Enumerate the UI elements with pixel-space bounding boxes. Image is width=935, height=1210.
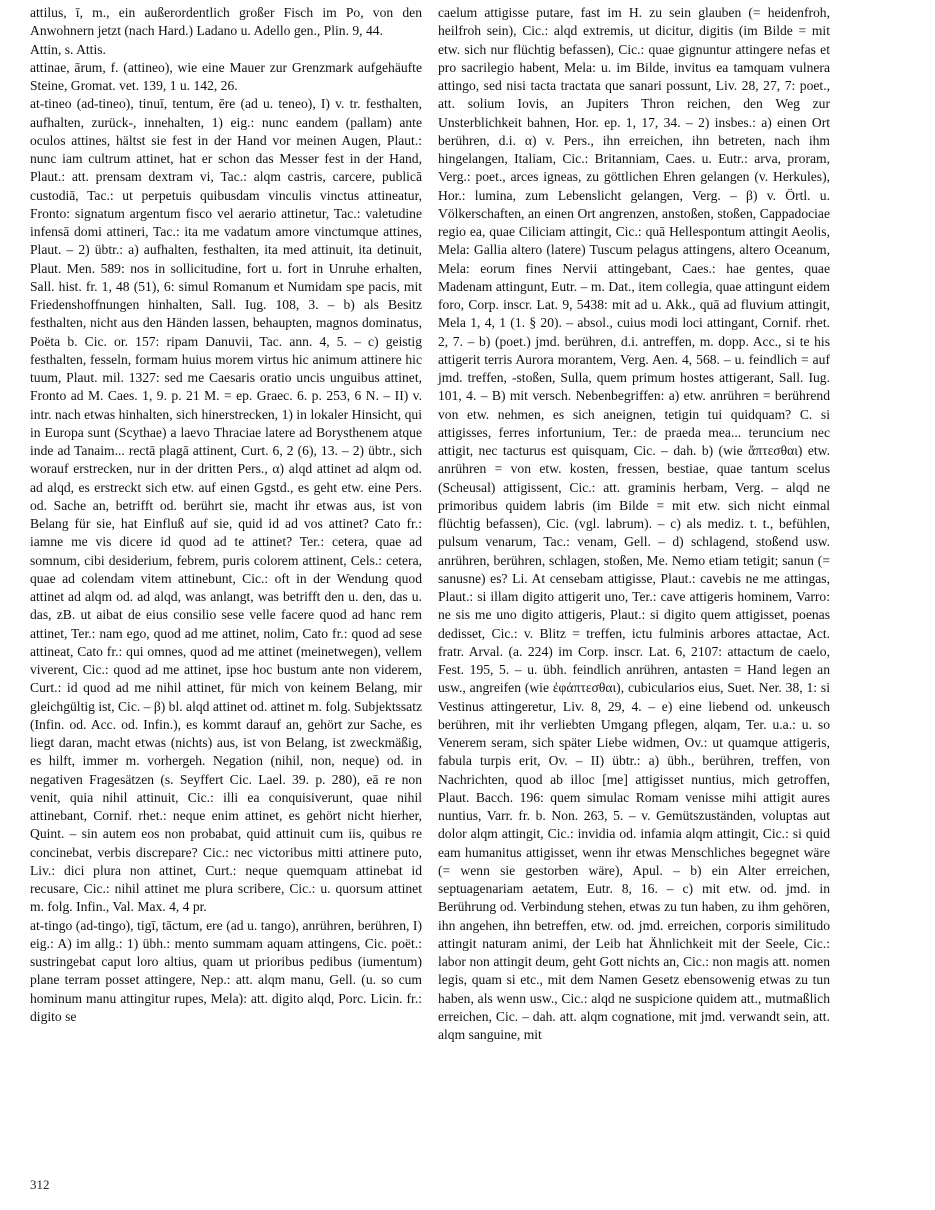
entry-at-tingo: at-tingo (ad-tingo), tigī, tāctum, ere (ad u. tango), anrühren, berühren, I) eig.: A) im allg.: 1) übh.: mento summam aquam attingens, Cic. poët.: sustringebat caput loro altius, quam ut prioribus pedibus (iumentum) plane terram posset attingere, Nep.: att. alqm manu, Gell. (u. so cum hominum manu attingitur rupes, Mela): att. digito alqd, Porc. Licin. fr.: digito se <box>30 917 422 1024</box>
entry-at-tingo-continued: caelum attigisse putare, fast im H. zu sein glauben (= heidenfroh, heilfroh sein), Cic.: alqd extremis, ut dicitur, digitis (im Bilde = mit etw. sich nur flüchtig befassen), Cic.: quae gignuntur attingere nefas et pro sacrilegio habent, Mela: u. im Bilde, invitus ea tamquam vulnera attingo, sed nisi tacta tractata que sanari possunt, Liv. 28, 27, 7: poet., att. solium Iovis, an Jupiters Thron reichen, den Weg zur Unsterblichkeit bahnen, Hor. ep. 1, 17, 34. – 2) insbes.: a) einen Ort berühren, d.i. α) v. Pers., ihn erreichen, ihn betreten, nach ihm hingelangen, Italiam, Cic.: Britanniam, Caes. u. Eutr.: arva, proram, Verg.: poet., arces igneas, zu göttlichen Ehren gelangen (v. Herkules), Hor.: lumina, zum Lebenslicht gelangen, Verg. – β) v. Örtl. u. Völkerschaften, an einen Ort angrenzen, anstoßen, stoßen, Cappadociae regio ea, quae Ciliciam attingit, Cic.: quā Hellespontum attingit Aeolis, Mela: Gallia altero (latere) Tuscum pelagus attingens, altero Oceanum, Mela: eorum fines Nervii attingebant, Caes.: hae gentes, quae Madenam attingunt, Eutr. – m. Dat., item collegia, quae attingunt eidem foro, Corp. inscr. Lat. 9, 5438: mit ad u. Akk., quā ad fluvium attingit, Mela 1, 4, 1 (1. § 20). – absol., cuius modi loci attingant, Cornif. rhet. 2, 7. – b) (poet.) jmd. berühren, d.i. antreffen, m. dopp. Acc., si te his attigerit terris Aurora morantem, Verg. Aen. 4, 568. – u. feindlich = auf jmd. treffen, -stoßen, Sulla, quem primum hostes attigerant, Sall. Iug. 101, 4. – B) mit versch. Nebenbegriffen: a) etw. anrühren = berührend von etw. nehmen, es sich aneignen, tetigin tui quidquam? C. si attigisses, ferres infortunium, Ter.: de praeda mea... teruncium nec attigit, nec tacturus est quisquam, Cic. – dah. b) (wie ἅπτεσθαι) etw. anrühren = von etw. kosten, fressen, bestiae, quae tantum scelus (Scheusal) attigissent, Cic.: att. graminis herbam, Verg. – alqd ne primoribus quidem labris (im Bilde = mit etw. sich nicht einmal flüchtig befassen), Cic. (vgl. labrum). – c) als mediz. t. t., befühlen, pulsum venarum, Tac.: venam, Gell. – d) schlagend, stoßend usw. anrühren, berühren, schlagen, stoßen, Me. Nemo etiam tetigit; sanun (= sanusne) es? Li. At censebam attigisse, Plaut.: cavebis ne me attingas, Plaut.: si illam digito attigerit uno, Ter.: cave attigeris hominem, Varro: ne sis me uno digito attigeris, Plaut.: si digito quem attigisset, poenas dedisset, Cic.: v. Blitz = treffen, ictu fulminis arbores attactae, Act. fratr. Arval. (a. 224) im Corp. inscr. Lat. 6, 2107: attactum de caelo, Fest. 195, 5. – u. übh. feindlich anrühren, antasten = Hand legen an usw., angreifen (wie ἐφάπτεσθαι), cubicularios eius, Suet. Ner. 38, 1: si Vestinus attingeretur, Liv. 8, 29, 4. – e) eine liebend od. unkeusch berühren, mit ihr verliebten Umgang pflegen, alqam, Ter. u.a.: u. so Venerem seram, sich später Liebe widmen, Ov.: ut quamque attigeris, fabula turpis erit, Ov. – II) übtr.: a) übh., berühren, treffen, von Nachrichten, quod ab illoc [me] attigisset nuntius, mich getroffen, Plaut. Bacch. 196: quem simulac Romam venisse mihi attigit aures nuntius, Varr. fr. b. Non. 263, 5. – v. Gemütszuständen, voluptas aut dolor alqm attingit, Cic.: invidia od. infamia alqm attingit, Cic.: si quid eam humanitus attigisset, wenn ihr etwas Menschliches begegnet wäre (= wenn sie gestorben wäre), Apul. – b) ein Alter erreichen, septuagenariam aetatem, Eutr. 8, 16. – c) mit etw. od. jmd. in Berührung od. Verbindung stehen, etwas zu tun haben, zu ihm gehören, ihn angehen, ihn betreffen, etw. od. jmd. erreichen, corporis similitudo attingit naturam animi, der Leib hat Ähnlichkeit mit der Seele, Cic.: labor non attingit deum, geht Gott nichts an, Cic.: non magis att. nomen legis, quam si etc., mit dem Namen Gesetz ebensowenig etwas zu tun haben, als wenn usw., Cic.: alqd ne suspicione quidem att., mutmaßlich erreichen, Cic. – dah. att. alqm cognatione, mit jmd. verwandt sein, att. alqm sanguine, mit <box>438 5 830 1042</box>
entry-attinae: attinae, ārum, f. (attineo), wie eine Mauer zur Grenzmark aufgehäufte Steine, Gromat. vet. 139, 1 u. 142, 26. <box>30 59 422 93</box>
entry-at-tineo: at-tineo (ad-tineo), tinuī, tentum, ēre (ad u. teneo), I) v. tr. festhalten, aufhalten, zurück-, innehalten, 1) eig.: nunc eandem (pallam) ante oculos attines, hältst sie fest in der Hand vor meinen Augen, Plaut.: nunc iam cultrum attinet, hat er schon das Messer fest in der Hand, Plaut.: att. prensam dextram vi, Tac.: alqm castris, carcere, publicā custodiā, Tac.: ut perpetuis quibusdam vinculis vinctus attineatur, Fronto: signatum argentum fisco vel aerario attinetur, Tac.: valetudine infensā domi attineri, Tac.: ita me vadatum amore vinctumque attines, Plaut. – 2) übtr.: a) aufhalten, festhalten, ita med attinuit, ita detinuit, Plaut. Men. 589: nos in sollicitudine, fort u. fort in Unruhe erhalten, Sall. hist. fr. 1, 48 (51), 6: simul Romanum et Numidam spe pacis, mit Friedenshoffnungen hinhalten, Sall. Iug. 108, 3. – b) als Besitz festhalten, nicht aus den Händen lassen, behaupten, magnos dominatus, Poëta b. Cic. or. 157: ripam Danuvii, Tac. ann. 4, 5. – c) geistig festhalten, fesseln, formam huius morem virtus hic animum attinere hic tuum, Plaut. mil. 1327: sed me Caesaris oratio uncis unguibus attinet, Fronto ad M. Caes. 1, 9. p. 21 M. = ep. Graec. 6. p. 253, 6 N. – II) v. intr. nach etwas hinhalten, sich hinerstrecken, 1) in lokaler Hinsicht, qui in Europa sunt (Scythae) a laevo Thraciae latere ad Borysthenem atque inde ad Tanaim... rectā plagā attinent, Curt. 6, 2 (6), 13. – 2) übtr., sich worauf erstrecken, nur in der dritten Pers., α) alqd attinet ad alqm od. ad alqd, es erstreckt sich etw. auf einen Ggstd., es geht etw. eine Pers. od. Sache an, betrifft od. berührt sie, macht ihr etwas aus, ist von Belang für sie, hat Einfluß auf sie, quid id ad vos attinet? Cato fr.: iamne me vis dicere id quod ad te attinet? Ter.: cetera, quae ad somnum, cibi desiderium, febrem, puris colorem attinent, Cels.: cetera, quae ad colendam vitem attinebunt, Cic.: oft in der Wendung quod attinet ad alqm od. ad alqd, was anlangt, was betrifft den u. den, das u. das, zB. ut aibat de eius consilio sese velle facere quod ad hanc rem attinet, Ter.: nam ego, quod ad me attinet, nolim, Cato fr.: quod ad sese attineat, Cato fr.: qui omnes, quod ad me attinet (meinetwegen), vellem viverent, Cic.: quod ad me attinet, ipse hoc bustum ante non viderem, Curt.: id quod ad me nihil attinet, für mich von keinem Belang, mir gleichgültig ist, Cic. – β) bl. alqd attinet od. attinet m. folg. Subjektssatz (Infin. od. Acc. od. Infin.), es kommt darauf an, gehört zur Sache, es liegt daran, macht etwas (nichts) aus, ist von Belang, ist zweckmäßig, es hilft, immer m. vorhergeh. Negation (nihil, non, neque) od. in negativen Fragesätzen (s. Seyffert Cic. Lael. 39. p. 280), eā re non venit, quia nihil attinuit, Cic.: illi ea conquisiverunt, quae nihil attinebant, Cornif. rhet.: neque enim attinet, es gehört nicht hierher, Quint. – sin autem eos non probabat, quid attinuit cum iis, quibus re concinebat, verbis discrepare? Cic.: nec victoribus mitti attinere puto, Liv.: dici plura non attinet, Curt.: neque quemquam attinebat id recusare, Cic.: nihil attinet me plura scribere, Cic.: u. quorsum attinet m. folg. Infin., Val. Max. 4, 4 pr. <box>30 96 423 915</box>
entry-attilus: attilus, ī, m., ein außerordentlich großer Fisch im Po, von den Anwohnern jetzt (nach Hard.) Ladano u. Adello gen., Plin. 9, 44. <box>30 5 422 39</box>
page-number: 312 <box>30 1177 50 1192</box>
entry-attin: Attin, s. Attis. <box>30 41 106 57</box>
left-column <box>30 4 422 1026</box>
right-column <box>438 4 830 1044</box>
